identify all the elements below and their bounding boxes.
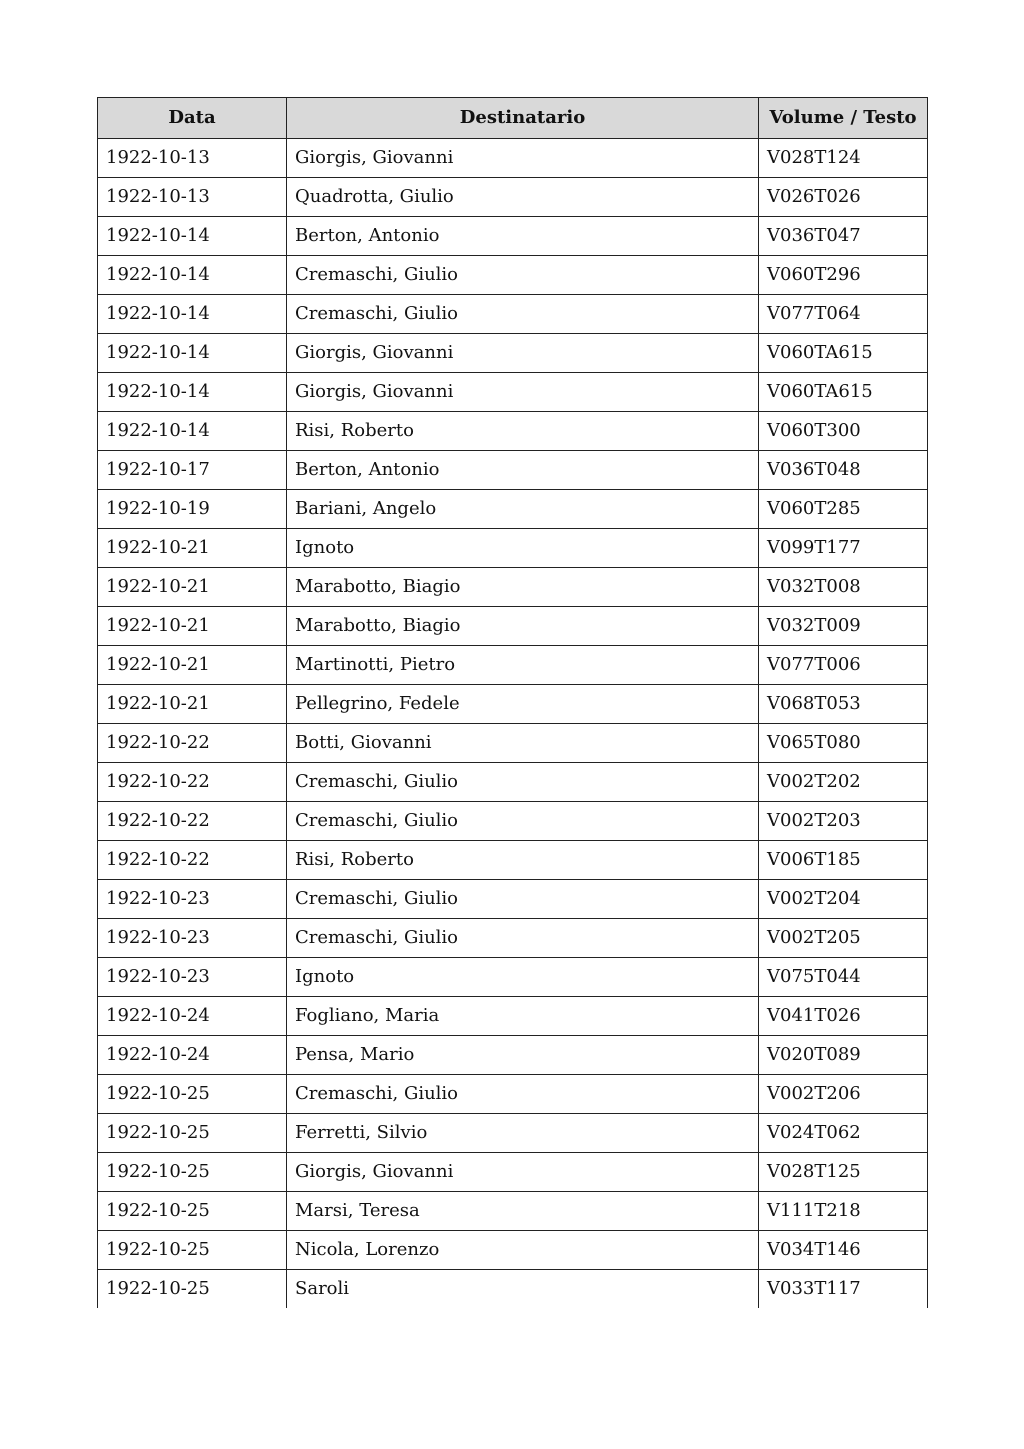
cell-date: 1922-10-13: [98, 139, 287, 178]
cell-volume-text: V060T285: [759, 490, 928, 529]
cell-recipient: Fogliano, Maria: [287, 997, 759, 1036]
table-row: [98, 685, 928, 724]
cell-volume-text: V099T177: [759, 529, 928, 568]
cell-date: 1922-10-21: [98, 529, 287, 568]
cell-volume-text: V002T206: [759, 1075, 928, 1114]
cell-recipient: Risi, Roberto: [287, 841, 759, 880]
header-row: [98, 98, 928, 139]
cell-recipient: Berton, Antonio: [287, 217, 759, 256]
cell-volume-text: V111T218: [759, 1192, 928, 1231]
cell-date: 1922-10-25: [98, 1153, 287, 1192]
table-row: [98, 880, 928, 919]
cell-date: 1922-10-14: [98, 256, 287, 295]
cell-date: 1922-10-25: [98, 1231, 287, 1270]
cell-volume-text: V028T125: [759, 1153, 928, 1192]
cell-date: 1922-10-25: [98, 1192, 287, 1231]
cell-volume-text: V036T048: [759, 451, 928, 490]
cell-volume-text: V002T205: [759, 919, 928, 958]
table-header: [98, 98, 928, 139]
table-row: [98, 412, 928, 451]
cell-recipient: Cremaschi, Giulio: [287, 802, 759, 841]
cell-recipient: Quadrotta, Giulio: [287, 178, 759, 217]
cell-date: 1922-10-14: [98, 334, 287, 373]
cell-date: 1922-10-13: [98, 178, 287, 217]
cell-date: 1922-10-22: [98, 763, 287, 802]
cell-recipient: Giorgis, Giovanni: [287, 334, 759, 373]
table-row: [98, 1075, 928, 1114]
cell-recipient: Marsi, Teresa: [287, 1192, 759, 1231]
cell-recipient: Ignoto: [287, 958, 759, 997]
cell-recipient: Cremaschi, Giulio: [287, 256, 759, 295]
cell-date: 1922-10-14: [98, 295, 287, 334]
cell-recipient: Giorgis, Giovanni: [287, 1153, 759, 1192]
cell-volume-text: V028T124: [759, 139, 928, 178]
document-page: [97, 97, 927, 1308]
cell-recipient: Ignoto: [287, 529, 759, 568]
cell-recipient: Marabotto, Biagio: [287, 607, 759, 646]
cell-recipient: Cremaschi, Giulio: [287, 295, 759, 334]
cell-date: 1922-10-25: [98, 1270, 287, 1309]
cell-volume-text: V060T300: [759, 412, 928, 451]
cell-recipient: Giorgis, Giovanni: [287, 373, 759, 412]
cell-volume-text: V033T117: [759, 1270, 928, 1309]
table-row: [98, 490, 928, 529]
table-row: [98, 139, 928, 178]
table-row: [98, 295, 928, 334]
table-row: [98, 1192, 928, 1231]
table-row: [98, 1114, 928, 1153]
cell-recipient: Cremaschi, Giulio: [287, 919, 759, 958]
cell-volume-text: V006T185: [759, 841, 928, 880]
table-row: [98, 1153, 928, 1192]
table-row: [98, 178, 928, 217]
cell-recipient: Berton, Antonio: [287, 451, 759, 490]
cell-volume-text: V068T053: [759, 685, 928, 724]
cell-date: 1922-10-22: [98, 841, 287, 880]
table-row: [98, 646, 928, 685]
header-date: Data: [98, 98, 287, 139]
cell-recipient: Pellegrino, Fedele: [287, 685, 759, 724]
cell-date: 1922-10-25: [98, 1075, 287, 1114]
cell-date: 1922-10-23: [98, 919, 287, 958]
table-row: [98, 997, 928, 1036]
cell-volume-text: V077T006: [759, 646, 928, 685]
table-row: [98, 1270, 928, 1309]
table-row: [98, 568, 928, 607]
cell-recipient: Cremaschi, Giulio: [287, 1075, 759, 1114]
cell-recipient: Martinotti, Pietro: [287, 646, 759, 685]
table-row: [98, 451, 928, 490]
cell-volume-text: V032T008: [759, 568, 928, 607]
cell-recipient: Cremaschi, Giulio: [287, 880, 759, 919]
cell-volume-text: V060TA615: [759, 334, 928, 373]
table-row: [98, 1231, 928, 1270]
cell-volume-text: V026T026: [759, 178, 928, 217]
cell-date: 1922-10-25: [98, 1114, 287, 1153]
cell-date: 1922-10-24: [98, 1036, 287, 1075]
table-row: [98, 607, 928, 646]
cell-volume-text: V002T202: [759, 763, 928, 802]
cell-date: 1922-10-14: [98, 412, 287, 451]
cell-recipient: Ferretti, Silvio: [287, 1114, 759, 1153]
cell-volume-text: V077T064: [759, 295, 928, 334]
table-row: [98, 217, 928, 256]
letters-table: [97, 97, 928, 1308]
cell-date: 1922-10-23: [98, 958, 287, 997]
table-row: [98, 373, 928, 412]
table-row: [98, 763, 928, 802]
cell-date: 1922-10-24: [98, 997, 287, 1036]
cell-date: 1922-10-14: [98, 217, 287, 256]
cell-volume-text: V060T296: [759, 256, 928, 295]
cell-date: 1922-10-23: [98, 880, 287, 919]
cell-volume-text: V041T026: [759, 997, 928, 1036]
table-row: [98, 256, 928, 295]
cell-date: 1922-10-21: [98, 568, 287, 607]
cell-recipient: Nicola, Lorenzo: [287, 1231, 759, 1270]
cell-date: 1922-10-14: [98, 373, 287, 412]
cell-volume-text: V032T009: [759, 607, 928, 646]
table-row: [98, 958, 928, 997]
cell-date: 1922-10-21: [98, 607, 287, 646]
cell-date: 1922-10-19: [98, 490, 287, 529]
cell-recipient: Bariani, Angelo: [287, 490, 759, 529]
cell-date: 1922-10-22: [98, 724, 287, 763]
cell-date: 1922-10-17: [98, 451, 287, 490]
cell-volume-text: V075T044: [759, 958, 928, 997]
cell-volume-text: V036T047: [759, 217, 928, 256]
table-row: [98, 724, 928, 763]
cell-date: 1922-10-22: [98, 802, 287, 841]
table-row: [98, 919, 928, 958]
cell-recipient: Pensa, Mario: [287, 1036, 759, 1075]
header-volume-text: Volume / Testo: [759, 98, 928, 139]
cell-volume-text: V034T146: [759, 1231, 928, 1270]
table-row: [98, 334, 928, 373]
cell-date: 1922-10-21: [98, 646, 287, 685]
cell-volume-text: V024T062: [759, 1114, 928, 1153]
cell-volume-text: V002T204: [759, 880, 928, 919]
cell-recipient: Cremaschi, Giulio: [287, 763, 759, 802]
table-body: [98, 139, 928, 1309]
table-row: [98, 1036, 928, 1075]
table-row: [98, 841, 928, 880]
cell-recipient: Botti, Giovanni: [287, 724, 759, 763]
cell-recipient: Risi, Roberto: [287, 412, 759, 451]
table-row: [98, 802, 928, 841]
header-recipient: Destinatario: [287, 98, 759, 139]
cell-recipient: Giorgis, Giovanni: [287, 139, 759, 178]
cell-recipient: Marabotto, Biagio: [287, 568, 759, 607]
cell-recipient: Saroli: [287, 1270, 759, 1309]
cell-volume-text: V020T089: [759, 1036, 928, 1075]
cell-date: 1922-10-21: [98, 685, 287, 724]
table-row: [98, 529, 928, 568]
cell-volume-text: V060TA615: [759, 373, 928, 412]
cell-volume-text: V002T203: [759, 802, 928, 841]
cell-volume-text: V065T080: [759, 724, 928, 763]
